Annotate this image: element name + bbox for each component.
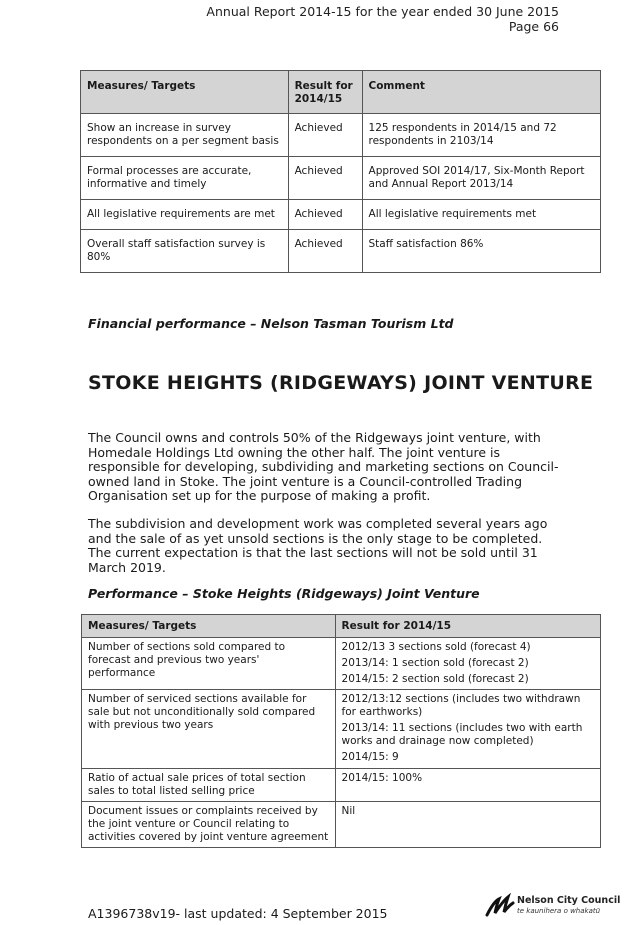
table-cell: Achieved <box>288 200 362 230</box>
table-cell: All legislative requirements are met <box>81 200 289 230</box>
logo-name: Nelson City Council <box>517 895 621 906</box>
table-cell <box>335 769 600 802</box>
table-cell: Number of sections sold compared to forecast and previous two years' performance <box>82 638 336 690</box>
table-cell: Achieved <box>288 157 362 200</box>
performance-heading: Performance – Stoke Heights (Ridgeways) Joint Venture <box>88 586 480 601</box>
table1-header-result: Result for 2014/15 <box>288 71 362 114</box>
table-cell <box>335 638 600 690</box>
result-line: 2014/15: 9 <box>341 751 399 763</box>
table-row <box>82 769 601 802</box>
result-line: 2012/13 3 sections sold (forecast 4) <box>341 641 531 653</box>
table-row <box>82 690 601 769</box>
page-number: Page 66 <box>508 19 559 34</box>
result-line: 2013/14: 11 sections (includes two with earth works and drainage now completed) <box>341 722 583 747</box>
table-cell: Staff satisfaction 86% <box>362 230 600 273</box>
table-cell: All legislative requirements met <box>362 200 600 230</box>
table-cell <box>335 690 600 769</box>
table-cell: Achieved <box>288 230 362 273</box>
table1-header-comment: Comment <box>362 71 600 114</box>
financial-performance-heading: Financial performance – Nelson Tasman Tourism Ltd <box>88 316 454 331</box>
result-line: 2014/15: 2 section sold (forecast 2) <box>341 673 529 685</box>
nelson-city-council-logo-icon <box>485 893 515 917</box>
logo-tagline: te kaunihera o whakatū <box>517 907 601 915</box>
nelson-tasman-tourism-measures-table <box>80 70 601 273</box>
table-row <box>81 114 601 157</box>
table-cell: Ratio of actual sale prices of total section sales to total listed selling price <box>82 769 336 802</box>
result-line: 2012/13:12 sections (includes two withdrawn for earthworks) <box>341 693 581 718</box>
table2-header-measures: Measures/ Targets <box>82 615 336 638</box>
table-cell: Approved SOI 2014/17, Six-Month Report and Annual Report 2013/14 <box>362 157 600 200</box>
result-line: Nil <box>341 805 356 817</box>
development-paragraph: The subdivision and development work was completed several years ago and the sale of as yet unsold sections is the only stage to be completed. The current expectation is that the last sections will not be sold until 31 March 2019. <box>88 516 548 575</box>
table-row <box>81 157 601 200</box>
table-cell: 125 respondents in 2014/15 and 72 respondents in 2103/14 <box>362 114 600 157</box>
table1-header-measures: Measures/ Targets <box>81 71 289 114</box>
table-cell: Show an increase in survey respondents on a per segment basis <box>81 114 289 157</box>
document-footer: A1396738v19- last updated: 4 September 2015 <box>88 906 388 921</box>
table-cell: Document issues or complaints received by the joint venture or Council relating to activities covered by joint venture agreement <box>82 802 336 848</box>
table-row <box>81 200 601 230</box>
table-cell: Overall staff satisfaction survey is 80% <box>81 230 289 273</box>
table-cell: Achieved <box>288 114 362 157</box>
table-cell <box>335 802 600 848</box>
table-cell: Number of serviced sections available for sale but not unconditionally sold compared with previous two years <box>82 690 336 769</box>
table-row <box>81 230 601 273</box>
section-title: STOKE HEIGHTS (RIDGEWAYS) JOINT VENTURE <box>88 372 594 394</box>
stoke-heights-performance-table <box>81 614 601 848</box>
table-row <box>82 802 601 848</box>
page-header <box>206 4 559 34</box>
council-logo <box>485 893 625 919</box>
table2-header-result: Result for 2014/15 <box>335 615 600 638</box>
table-cell: Formal processes are accurate, informative and timely <box>81 157 289 200</box>
report-title: Annual Report 2014-15 for the year ended 30 June 2015 <box>206 4 559 19</box>
result-line: 2013/14: 1 section sold (forecast 2) <box>341 657 529 669</box>
intro-paragraph: The Council owns and controls 50% of the Ridgeways joint venture, with Homedale Holdings Ltd owning the other half. The joint venture is responsible for developing, subdividing and marketing sections on Council-owned land in Stoke. The joint venture is a Council-controlled Trading Organisation set up for the purpose of making a profit. <box>88 430 559 503</box>
table-row <box>82 638 601 690</box>
result-line: 2014/15: 100% <box>341 772 423 784</box>
